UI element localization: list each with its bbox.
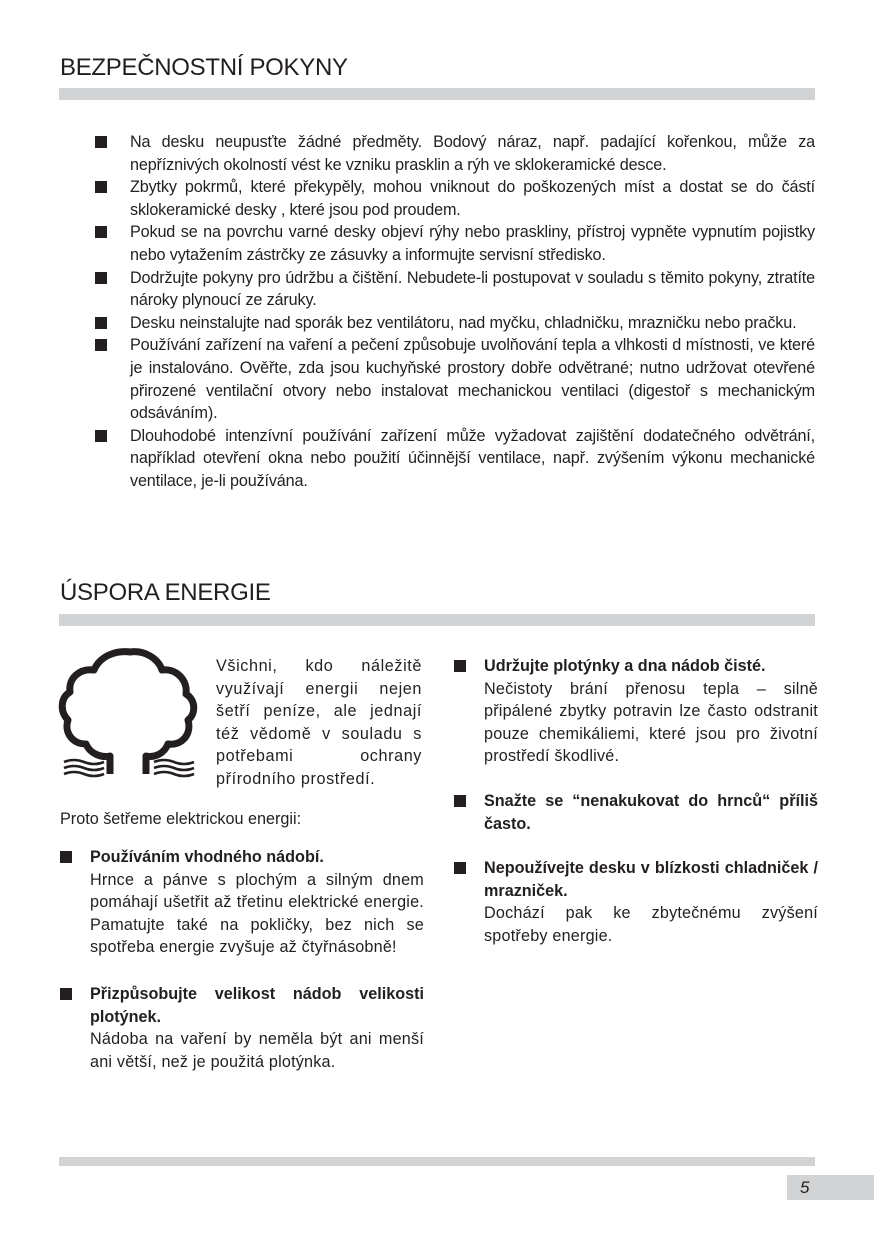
list-item: Nepoužívejte desku v blízkosti chladniček / mrazniček. Dochází pak ke zbytečnému zvýšení spotřeby energie. [454, 857, 818, 947]
bullet-square-icon [95, 226, 107, 238]
energy-tips-right [454, 655, 818, 970]
energy-tips-left [60, 846, 424, 1095]
bullet-square-icon [95, 317, 107, 329]
bullet-square-icon [60, 988, 72, 1000]
list-item: Pokud se na povrchu varné desky objeví rýhy nebo praskliny, přístroj vypněte vypnutím pojistky nebo vytažením zástrčky ze zásuvky a informujte servisní středisko. [95, 221, 815, 266]
bullet-square-icon [454, 660, 466, 672]
bullet-square-icon [95, 430, 107, 442]
bullet-square-icon [95, 272, 107, 284]
section-title-energy: ÚSPORA ENERGIE [60, 579, 271, 606]
bullet-square-icon [60, 851, 72, 863]
bullet-square-icon [454, 795, 466, 807]
safety-list [95, 131, 815, 493]
list-item: Používání zařízení na vaření a pečení způsobuje uvolňování tepla a vlhkosti d místnosti, ve které je instalováno. Ověřte, zda jsou kuchyňské prostory dobře odvětrané; nutno udržovat otevřené přirozené ventilační otvory nebo instalovat mechanickou ventilaci (digestoř s mechanickým odsáváním). [95, 334, 815, 424]
list-item: Zbytky pokrmů, které překypěly, mohou vniknout do poškozených míst a dostat se do částí sklokeramické desky , které jsou pod proudem. [95, 176, 815, 221]
page-number-box [787, 1175, 874, 1200]
bullet-square-icon [95, 181, 107, 193]
bullet-square-icon [95, 339, 107, 351]
list-item: Na desku neupusťte žádné předměty. Bodový náraz, např. padající kořenkou, může za nepříznivých okolností vést ke vzniku prasklin a rýh ve sklokeramické desce. [95, 131, 815, 176]
energy-lead: Proto šetřeme elektrickou energii: [60, 810, 302, 828]
section-divider [59, 88, 815, 100]
energy-intro: Všichni, kdo náležitě využívají energii nejen šetří peníze, ale jednají též vědomě v souladu s potřebami ochrany přírodního prostředí. [216, 657, 422, 788]
bullet-square-icon [95, 136, 107, 148]
tree-icon [58, 648, 200, 782]
list-item: Snažte se “nenakukovat do hrnců“ příliš často. [454, 790, 818, 835]
list-item: Dlouhodobé intenzívní používání zařízení může vyžadovat zajištění dodatečného odvětrání, například otevření okna nebo použití účinnější ventilace, např. zvýšením výkonu mechanické ventilace, je-li používána. [95, 425, 815, 493]
list-item: Desku neinstalujte nad sporák bez ventilátoru, nad myčku, chladničku, mrazničku nebo pračku. [95, 312, 815, 335]
footer-divider [59, 1157, 815, 1166]
list-item: Dodržujte pokyny pro údržbu a čištění. Nebudete-li postupovat v souladu s těmito pokyny, ztratíte nároky plynoucí ze záruky. [95, 267, 815, 312]
bullet-square-icon [454, 862, 466, 874]
list-item: Používáním vhodného nádobí. Hrnce a pánve s plochým a silným dnem pomáhají ušetřit až třetinu elektrické energie. Pamatujte také na pokličky, bez nich se spotřeba energie zvyšuje až čtyřnásobně! [60, 846, 424, 959]
page-number: 5 [800, 1178, 810, 1197]
section-title-safety: BEZPEČNOSTNÍ POKYNY [60, 54, 348, 81]
list-item: Přizpůsobujte velikost nádob velikosti plotýnek. Nádoba na vaření by neměla být ani menší ani větší, než je použitá plotýnka. [60, 983, 424, 1073]
section-divider [59, 614, 815, 626]
list-item: Udržujte plotýnky a dna nádob čisté. Nečistoty brání přenosu tepla – silně připálené zbytky potravin lze často odstranit pouze chemikáliemi, které jsou pro životní prostředí škodlivé. [454, 655, 818, 768]
